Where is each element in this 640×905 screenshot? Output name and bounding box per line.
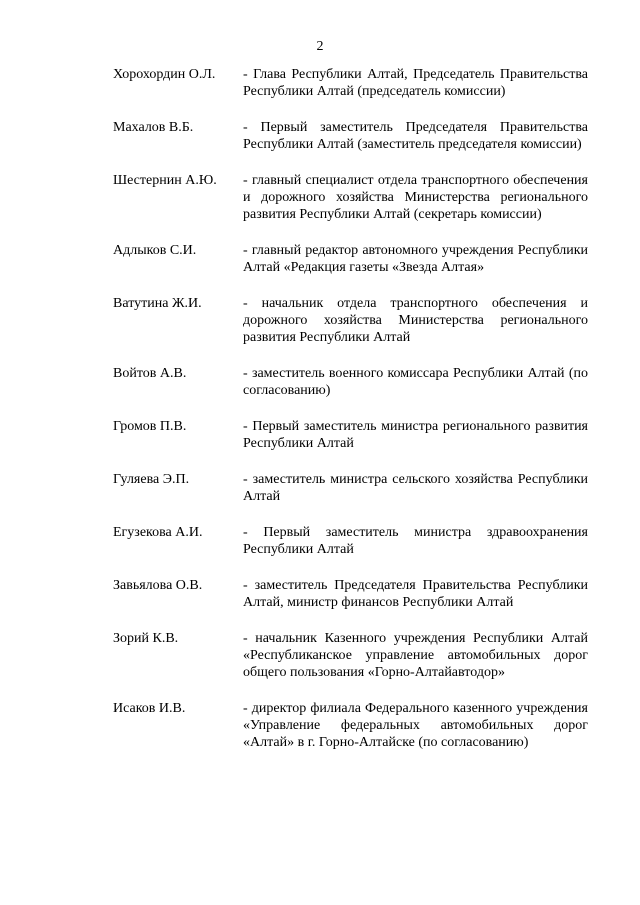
member-name: Гуляева Э.П. xyxy=(113,472,190,487)
member-name: Шестернин А.Ю. xyxy=(113,173,217,188)
member-name: Хорохордин О.Л. xyxy=(113,67,216,82)
member-role: - начальник отдела транспортного обеспечения и дорожного хозяйства Министерства регионального развития Республики Алтай xyxy=(243,296,588,345)
member-row xyxy=(113,577,588,611)
member-name: Ватутина Ж.И. xyxy=(113,296,202,311)
member-role: - заместитель военного комиссара Республики Алтай (по согласованию) xyxy=(243,366,588,398)
member-name: Адлыков С.И. xyxy=(113,243,197,258)
member-row xyxy=(113,119,588,153)
member-row xyxy=(113,242,588,276)
member-role: - Первый заместитель министра регионального развития Республики Алтай xyxy=(243,419,588,451)
member-name: Завьялова О.В. xyxy=(113,578,203,593)
member-role: - заместитель Председателя Правительства Республики Алтай, министр финансов Республики Алтай xyxy=(243,578,588,610)
member-row xyxy=(113,700,588,751)
member-name: Громов П.В. xyxy=(113,419,187,434)
member-row xyxy=(113,172,588,223)
member-role: - главный специалист отдела транспортного обеспечения и дорожного хозяйства Министерства регионального развития Республики Алтай (секретарь комиссии) xyxy=(243,173,588,222)
member-role: - директор филиала Федерального казенного учреждения «Управление федеральных автомобильных дорог «Алтай» в г. Горно-Алтайске (по согласованию) xyxy=(243,701,588,750)
member-name: Махалов В.Б. xyxy=(113,120,194,135)
member-role: - Первый заместитель Председателя Правительства Республики Алтай (заместитель председателя комиссии) xyxy=(243,120,588,152)
member-row xyxy=(113,66,588,100)
member-name: Зорий К.В. xyxy=(113,631,179,646)
member-row xyxy=(113,524,588,558)
member-name: Егузекова А.И. xyxy=(113,525,203,540)
member-row xyxy=(113,418,588,452)
member-name: Исаков И.В. xyxy=(113,701,186,716)
member-row xyxy=(113,295,588,346)
member-role: - Глава Республики Алтай, Председатель Правительства Республики Алтай (председатель комиссии) xyxy=(243,67,588,99)
page-number: 2 xyxy=(316,39,324,54)
commission-members-list xyxy=(113,66,588,770)
member-row xyxy=(113,471,588,505)
member-name: Войтов А.В. xyxy=(113,366,187,381)
member-role: - начальник Казенного учреждения Республики Алтай «Республиканское управление автомобильных дорог общего пользования «Горно-Алтайавтодор» xyxy=(243,631,588,680)
member-row xyxy=(113,630,588,681)
member-row xyxy=(113,365,588,399)
member-role: - заместитель министра сельского хозяйства Республики Алтай xyxy=(243,472,588,504)
member-role: - главный редактор автономного учреждения Республики Алтай «Редакция газеты «Звезда Алтая» xyxy=(243,243,588,275)
member-role: - Первый заместитель министра здравоохранения Республики Алтай xyxy=(243,525,588,557)
